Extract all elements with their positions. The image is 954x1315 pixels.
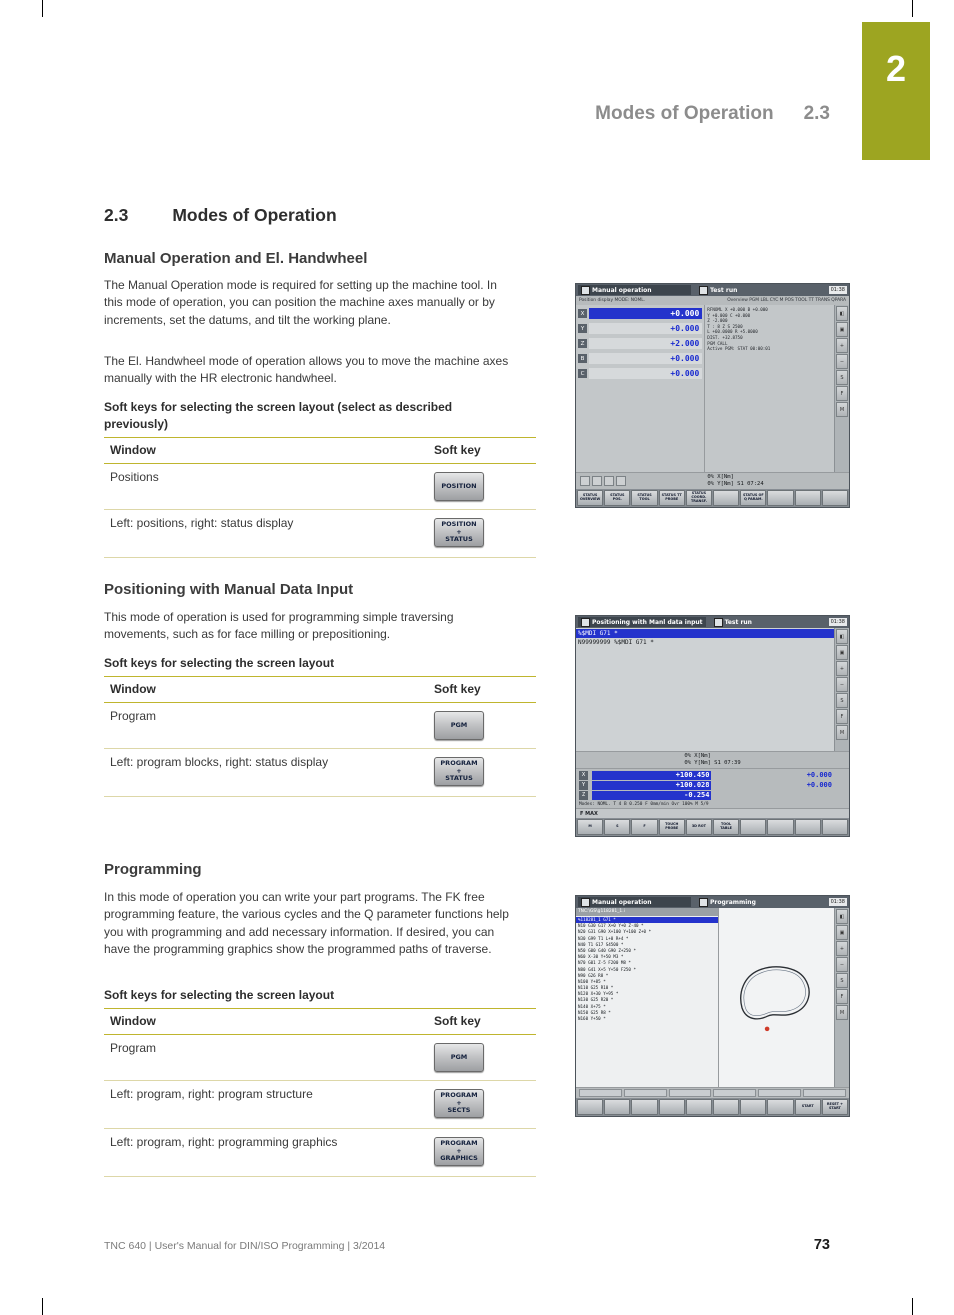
status-line: DIST. +32.8750 [707,334,743,340]
feed-y: 0% Y[Nm] S1 07:24 [707,481,764,487]
softkey-program-graphics-button [434,1137,484,1166]
screen-softkey: STATUS TOOL [631,490,657,506]
window-cell: Program [110,709,157,723]
screen-control-icon: + [836,941,848,956]
mdi-program-window [576,628,834,751]
screen-clock: 01:38 [830,287,845,293]
section-title: Modes of Operation [172,205,337,225]
tool-position-marker [765,1027,770,1032]
softkey-label: + [456,527,462,536]
softkey-label: PROGRAM [440,1091,478,1100]
screen-softkey [740,819,766,835]
col-softkey: Soft key [434,443,481,457]
mode-label: Programming [709,898,756,906]
col-softkey: Soft key [434,1014,481,1028]
screen-subbar [576,296,849,305]
screen-control-icon: S [836,693,848,708]
screen-softkey-row [576,489,849,507]
axis-letter: Z [579,791,588,800]
softkey-table-programming [104,1008,536,1177]
screen-control-icon: M [836,725,848,740]
softkey-label: + [456,1098,462,1107]
axis-letter: Y [578,324,587,333]
feed-y: 0% Y[Nm] S1 07:39 [684,760,741,766]
screen-softkey [659,1099,685,1115]
background-mode-segment [714,618,752,627]
axis-value: +0.000 [589,368,702,379]
background-mode-segment [699,286,737,295]
status-line: Y +0.000 C +0.000 [707,312,751,318]
col-window: Window [110,1014,156,1028]
softkey-position-button [434,472,484,501]
softkey-label: PGM [450,720,468,729]
axis-actual-value: -0.254 [592,791,711,800]
screen-softkey [767,819,793,835]
position-readout-area [576,768,849,801]
screenshot-manual-operation [575,283,850,508]
screen-control-icon: ▣ [836,925,848,940]
screen-control-icon: S [836,370,848,385]
screen-softkey [604,1099,630,1115]
program-line: N10 G30 G17 X+0 Y+0 Z-40 * [578,923,644,929]
screen-softkey [686,1099,712,1115]
screen-softkey: START [795,1099,821,1115]
screen-softkey: STATUS COORD. TRANSF. [686,490,712,506]
status-line: RFNOML X +0.000 B +0.000 [707,307,768,312]
softkey-table-manual [104,437,536,558]
screen-control-icon: F [836,989,848,1004]
section-heading [104,205,337,226]
program-line: N100 Y+85 * [578,978,606,984]
screen-softkey: STATUS TT PROBE [659,490,685,506]
programming-mode-icon [699,898,708,907]
screen-control-icon: ◧ [836,909,848,924]
program-listing-pane [576,908,719,1087]
active-mode-segment [578,285,691,295]
position-row [579,790,846,800]
status-line: Z -2.000 [707,318,728,324]
softkey-label: PROGRAM [440,1139,478,1148]
screen-control-icon: F [836,709,848,724]
axis-row [578,307,702,320]
screen-control-column [834,305,849,472]
mode-label: Positioning with Manl data input [592,618,703,626]
screen-control-icon: − [836,677,848,692]
axis-row [578,322,702,335]
screen-softkey: STATUS OVERVIEW [577,490,603,506]
program-line: N90 G26 R8 * [578,972,609,978]
status-line: Active PGM: STAT 00:00:01 [707,346,771,352]
screen-softkey [795,490,821,506]
window-cell: Left: positions, right: status display [110,516,294,530]
manual-mode-icon [581,286,590,295]
running-header-title: Modes of Operation [595,103,774,124]
program-line: N60 X-30 Y+50 M3 * [578,954,624,960]
table-header [104,437,536,464]
position-row [579,780,846,790]
subsection-heading-manual: Manual Operation and El. Handwheel [104,250,368,267]
axis-row [578,367,702,380]
table-row [104,1035,536,1081]
screen-softkey [713,1099,739,1115]
col-window: Window [110,682,156,696]
background-mode-segment [578,897,691,907]
softkey-heading: Soft keys for selecting the screen layout [104,656,335,670]
screen-statusbar [576,1087,849,1098]
program-line: N40 T1 G17 S4500 * [578,941,624,947]
table-row [104,1081,536,1129]
softkey-label: + [456,1146,462,1155]
mode-label: Manual operation [592,286,652,294]
softkey-position-status-button [434,518,484,547]
table-row [104,510,536,558]
softkey-pgm-button [434,711,484,740]
page-footer [104,1237,830,1253]
feed-x: 0% X[Nm] [684,753,711,759]
feed-override-row [576,751,849,768]
mdi-mode-icon [581,618,590,627]
screen-softkey: F [631,819,657,835]
status-line: T : 8 Z S 2500 [707,323,743,329]
window-cell: Left: program, right: program structure [110,1087,313,1101]
softkey-label: GRAPHICS [440,1154,478,1163]
softkey-label: PGM [450,1052,468,1061]
feed-readout [707,474,763,488]
screen-titlebar [576,896,849,908]
subsection-heading-mdi: Positioning with Manual Data Input [104,581,354,598]
softkey-label: + [456,766,462,775]
screen-control-icon: M [836,402,848,417]
axis-value: +0.000 [589,308,702,319]
screen-softkey [767,1099,793,1115]
status-tab-strip: Overview PGM LBL CYC M POS TOOL TT TRANS QPARA [727,298,846,303]
screen-softkey [822,490,848,506]
screen-softkey: RESET + START [822,1099,848,1115]
mode-label: Manual operation [592,898,652,906]
softkey-table-mdi [104,676,536,797]
screen-softkey-row [576,818,849,836]
table-row [104,464,536,510]
screen-softkey: TOUCH PROBE [659,819,685,835]
window-cell: Left: program blocks, right: status display [110,755,329,769]
screen-softkey: 3D ROT [686,819,712,835]
softkey-heading: Soft keys for selecting the screen layout (select as described previously) [104,400,453,432]
screen-clock: 01:38 [830,899,845,905]
screen-softkey [822,819,848,835]
screen-control-icon: F [836,386,848,401]
window-cell: Program [110,1041,157,1055]
screen-control-icon: ▣ [836,322,848,337]
screen-control-icon: ▣ [836,645,848,660]
axis-row [578,337,702,350]
screen-softkey [740,1099,766,1115]
program-line: N20 G31 G90 X+100 Y+100 Z+0 * [578,929,652,935]
axis-row [578,352,702,365]
axis-value: +0.000 [589,323,702,334]
axis-distance-value: +0.000 [806,771,832,779]
mode-label: Test run [709,286,738,294]
axis-letter: X [578,309,587,318]
axis-letter: Z [578,339,587,348]
running-header [595,103,830,125]
section-number: 2.3 [104,205,129,225]
softkey-label: SECTS [447,1106,471,1115]
status-panel [704,305,834,472]
chapter-tab: 2 [862,22,930,160]
softkey-label: PROGRAM [440,759,478,768]
program-line: %$MDI G71 * [576,629,834,638]
axis-value: +0.000 [589,353,702,364]
screen-control-icon: − [836,354,848,369]
table-row [104,1129,536,1177]
axis-actual-value: +100.028 [592,781,711,790]
screen-control-column [834,908,849,1087]
program-line: N99999999 %$MDI G71 * [578,639,654,646]
screenshot-mdi [575,615,850,837]
program-line: N140 X+75 * [578,1003,606,1009]
screen-softkey: S [604,819,630,835]
table-row [104,749,536,797]
screen-softkey: STATUS OF Q PARAM. [740,490,766,506]
feed-x: 0% X[Nm] [707,474,734,480]
program-line: N120 X+30 Y+95 * [578,991,619,997]
axis-distance-value: +0.000 [806,781,832,789]
screen-softkey [767,490,793,506]
program-block-list [576,916,718,1087]
programming-graphics-pane [719,908,834,1087]
axis-letter: B [578,354,587,363]
screen-softkey: TOOL TABLE [713,819,739,835]
program-line: N30 G99 T1 L+0 R+4 * [578,935,629,941]
test-run-mode-icon [699,286,708,295]
screen-softkey [577,1099,603,1115]
softkey-program-sects-button [434,1089,484,1118]
feed-override-row [576,472,849,489]
status-line: PGM CALL [707,340,728,346]
screen-clock: 01:38 [830,619,845,625]
screen-control-column [834,628,849,751]
paragraph: This mode of operation is used for programming simple traversing movements, such as for face milling or prepositioning. [104,610,454,642]
softkey-label: STATUS [445,774,473,783]
table-header [104,676,536,703]
crop-mark [912,1298,913,1315]
window-cell: Positions [110,470,159,484]
page-number: 73 [813,1237,830,1253]
screen-control-icon: + [836,661,848,676]
program-line: N70 G01 Z-5 F200 M8 * [578,960,631,966]
screen-control-icon: ◧ [836,306,848,321]
window-cell: Left: program, right: programming graphics [110,1135,338,1149]
softkey-label: STATUS [445,535,473,544]
crop-mark [42,0,43,17]
program-file-path: TNC:\GS\g118281_1.i [576,908,718,916]
crop-mark [912,0,913,17]
feed-readout [684,753,740,767]
col-window: Window [110,443,156,457]
screen-softkey-row [576,1098,849,1116]
screen-titlebar [576,284,849,296]
screen-softkey [795,819,821,835]
position-display-mode: Position display MODE: NOML. [579,298,646,303]
test-run-mode-icon [714,618,723,627]
screen-titlebar [576,616,849,628]
axis-letter: X [579,771,588,780]
program-line: %118281_1 G71 * [576,917,718,923]
program-line: N160 Y+50 * [578,1016,606,1021]
screen-softkey [631,1099,657,1115]
program-line: N80 G41 X+5 Y+50 F250 * [578,966,636,972]
active-mode-segment [699,898,756,907]
subsection-heading-programming: Programming [104,861,202,878]
screen-softkey: M [577,819,603,835]
status-line: L +60.0000 R +5.0000 [707,329,758,335]
position-row [579,770,846,780]
screen-control-icon: M [836,1005,848,1020]
screen-control-icon: − [836,957,848,972]
program-line: N110 G25 R10 * [578,985,614,991]
contour-graphic [719,908,834,1087]
fmax-row: F MAX [576,808,849,818]
program-line: N50 G00 G40 G90 Z+250 * [578,947,636,953]
softkey-program-status-button [434,757,484,786]
axis-key-row [580,476,626,486]
mode-label: Test run [724,618,752,626]
running-header-number: 2.3 [803,103,830,124]
screen-control-icon: ◧ [836,629,848,644]
screen-softkey: STATUS POS. [604,490,630,506]
softkey-label: POSITION [441,481,477,490]
softkey-label: POSITION [441,520,477,529]
paragraph: In this mode of operation you can write your part programs. The FK free programming feature, the various cycles and the Q parameter functions help you with programming and add necessary information. If desired, you can have the programming graphics show the programmed paths of traverse. [104,890,509,957]
screen-control-icon: S [836,973,848,988]
softkey-pgm-button [434,1043,484,1072]
axis-letter: C [578,369,587,378]
active-mode-segment [578,617,706,627]
position-panel [576,305,704,472]
footer-citation: TNC 640 | User's Manual for DIN/ISO Programming | 3/2014 [104,1240,386,1252]
screen-softkey [713,490,739,506]
axis-actual-value: +100.450 [592,771,711,780]
col-softkey: Soft key [434,682,481,696]
table-row [104,703,536,749]
screenshot-programming [575,895,850,1117]
paragraph: The El. Handwheel mode of operation allows you to move the machine axes manually with the HR electronic handwheel. [104,354,509,386]
crop-mark [42,1298,43,1315]
axis-value: +2.000 [589,338,702,349]
manual-mode-icon [581,898,590,907]
table-header [104,1008,536,1035]
program-line: N150 G25 R8 * [578,1009,611,1015]
axis-letter: Y [579,781,588,790]
screen-control-icon: + [836,338,848,353]
paragraph: The Manual Operation mode is required for setting up the machine tool. In this mode of operation, you can position the machine axes manually or by increments, set the datums, and tilt the working plane. [104,278,497,327]
machine-status-line: Modes: NOML. T 4 B 0.250 F 0mm/min Ovr 100% M 5/9 [576,801,849,808]
softkey-heading: Soft keys for selecting the screen layout [104,988,335,1002]
program-line: N130 G25 R20 * [578,997,614,1003]
